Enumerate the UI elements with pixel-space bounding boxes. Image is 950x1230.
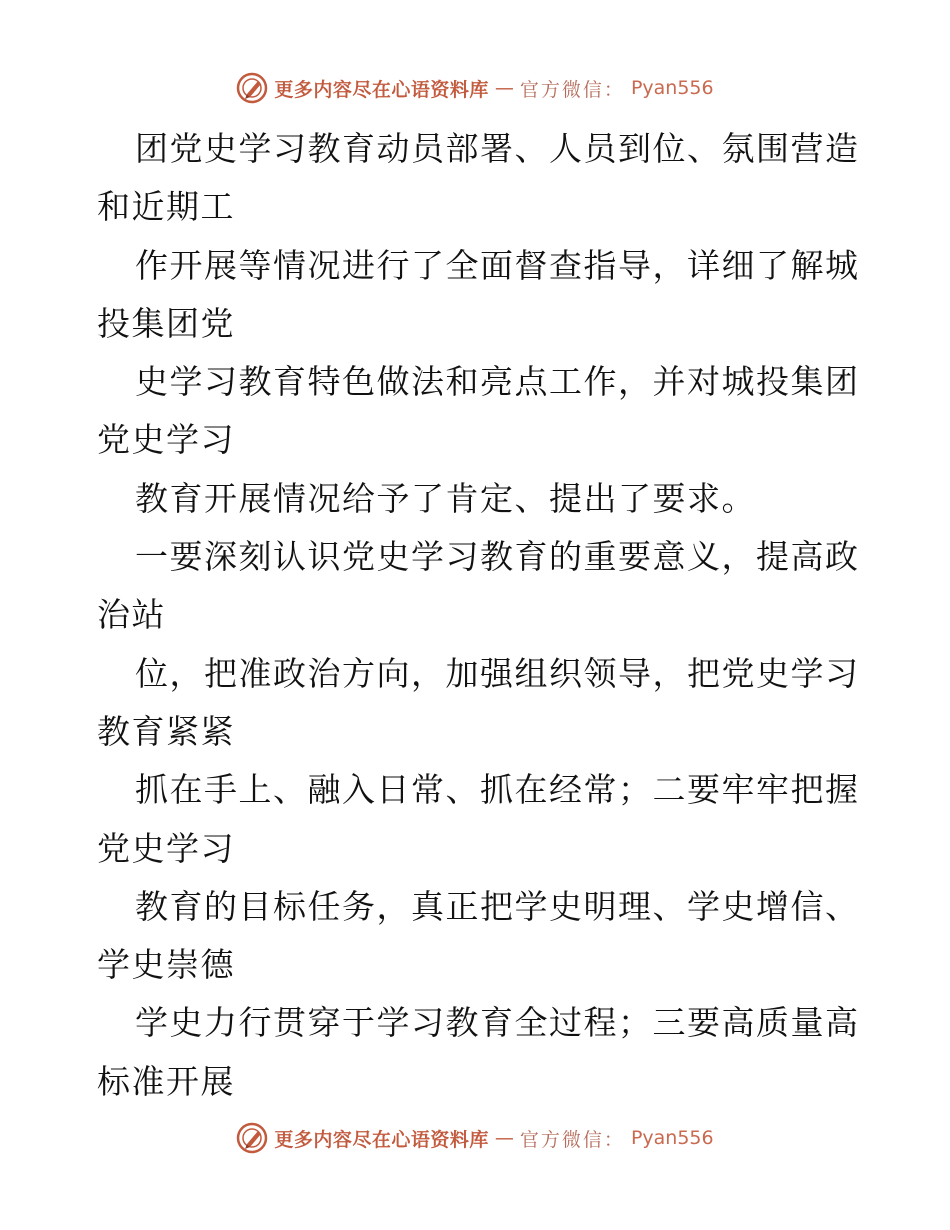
text-line: 治站 (97, 595, 166, 635)
text-line: 史学习教育特色做法和亮点工作，并对城投集团 (135, 362, 860, 402)
watermark-separator: — (494, 77, 514, 99)
text-line: 团党史学习教育动员部署、人员到位、氛围营造 (135, 129, 860, 168)
watermark-site-text: 更多内容尽在心语资料库 (274, 1128, 489, 1151)
text-line: 作开展等情况进行了全面督查指导，详细了解城 (135, 245, 860, 285)
watermark-label: 官方微信： (519, 78, 625, 101)
footer-watermark (0, 1122, 950, 1154)
text-line: 学史崇德 (97, 945, 235, 985)
text-line: 教育开展情况给予了肯定、提出了要求。 (135, 478, 756, 518)
header-watermark (0, 72, 950, 104)
watermark-label: 官方微信： (519, 1128, 625, 1151)
watermark-wechat-id: Pyan556 (630, 1127, 714, 1149)
pen-logo-icon (236, 1122, 268, 1154)
text-line: 教育的目标任务，真正把学史明理、学史增信、 (135, 886, 860, 926)
pen-logo-icon (236, 72, 268, 104)
text-line: 标准开展 (97, 1061, 235, 1101)
text-line: 党史学习 (97, 420, 235, 460)
text-line: 和近期工 (97, 187, 235, 227)
watermark-site-text: 更多内容尽在心语资料库 (274, 78, 489, 101)
document-body (97, 120, 867, 1111)
text-line: 一要深刻认识党史学习教育的重要意义，提高政 (135, 537, 860, 577)
text-line: 投集团党 (97, 303, 235, 343)
watermark-wechat-id: Pyan556 (630, 77, 714, 99)
text-line: 教育紧紧 (97, 711, 235, 751)
watermark-separator: — (494, 1127, 514, 1149)
text-line: 位，把准政治方向，加强组织领导，把党史学习 (135, 653, 860, 693)
text-line: 抓在手上、融入日常、抓在经常；二要牢牢把握 (135, 770, 860, 810)
text-line: 党史学习 (97, 828, 235, 868)
text-line: 学史力行贯穿于学习教育全过程；三要高质量高 (135, 1003, 860, 1043)
